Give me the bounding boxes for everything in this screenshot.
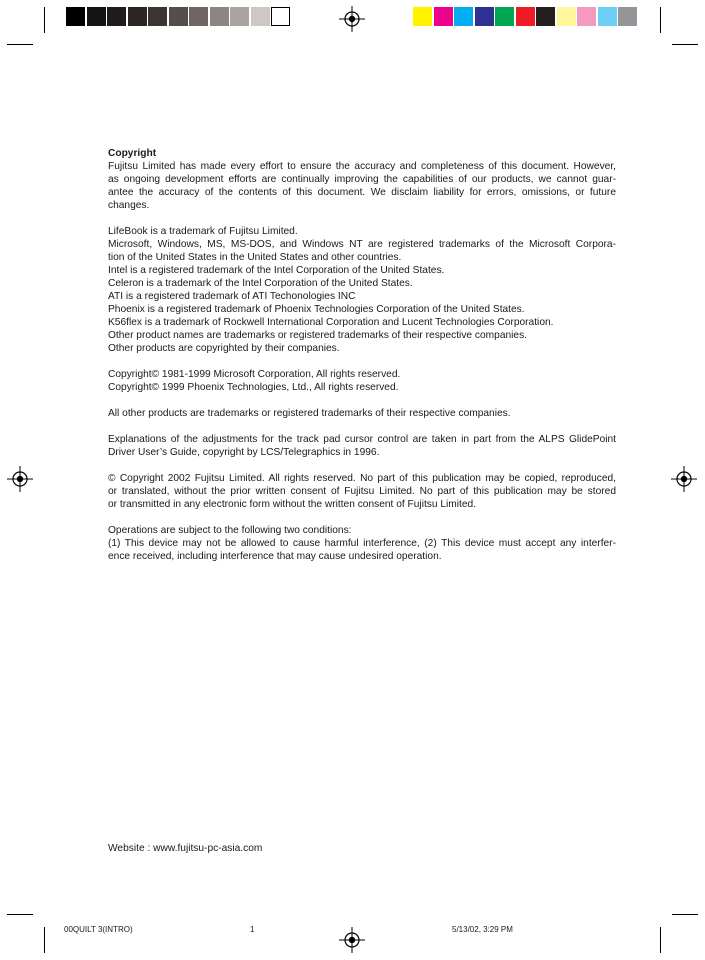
copyright-2002-paragraph	[108, 472, 616, 511]
copyrights-paragraph	[108, 368, 616, 394]
crop-mark	[660, 927, 661, 953]
all-other-paragraph	[108, 407, 616, 420]
color-swatch	[66, 7, 85, 26]
text-line: tion of the United States in the United States and other countries.	[108, 252, 402, 263]
color-swatch	[434, 7, 453, 26]
color-swatch	[516, 7, 535, 26]
color-swatch	[107, 7, 126, 26]
color-swatch	[128, 7, 147, 26]
text-line: Driver User’s Guide, copyright by LCS/Telegraphics in 1996.	[108, 447, 380, 458]
text-line: changes.	[108, 200, 150, 211]
color-swatch	[210, 7, 229, 26]
website-line: Website : www.fujitsu-pc-asia.com	[108, 843, 263, 854]
text-line: Copyright© 1999 Phoenix Technologies, Ltd., All rights reserved.	[108, 382, 399, 393]
crop-mark	[7, 914, 33, 915]
text-line: or transmitted in any electronic form without the written consent of Fujitsu Limited.	[108, 499, 477, 510]
text-line: Fujitsu Limited has made every effort to ensure the accuracy and completeness of this document. However,	[108, 161, 616, 172]
crop-mark	[660, 7, 661, 33]
color-swatch	[413, 7, 432, 26]
color-swatch	[148, 7, 167, 26]
color-swatch	[618, 7, 637, 26]
slug-page-number: 1	[250, 925, 255, 934]
registration-mark-icon	[339, 927, 365, 953]
text-line: Copyright© 1981-1999 Microsoft Corporation, All rights reserved.	[108, 369, 401, 380]
crop-mark	[672, 44, 698, 45]
text-line: as ongoing development efforts are continually improving the capabilities of our products, we cannot guar-	[108, 174, 616, 185]
slug-timestamp: 5/13/02, 3:29 PM	[452, 925, 513, 934]
text-line: ATI is a registered trademark of ATI Techonologies INC	[108, 291, 356, 302]
operations-paragraph	[108, 524, 616, 563]
registration-mark-icon	[7, 466, 33, 492]
text-line: Celeron is a trademark of the Intel Corporation of the United States.	[108, 278, 413, 289]
registration-mark-icon	[671, 466, 697, 492]
color-swatch	[271, 7, 290, 26]
color-swatch	[577, 7, 596, 26]
document-body	[108, 147, 616, 563]
registration-mark-icon	[339, 6, 365, 32]
text-line: K56flex is a trademark of Rockwell International Corporation and Lucent Technologies Corporation.	[108, 317, 554, 328]
text-line: Microsoft, Windows, MS, MS-DOS, and Windows NT are registered trademarks of the Microsoft Corpora-	[108, 239, 616, 250]
explanations-paragraph	[108, 433, 616, 459]
text-line: Explanations of the adjustments for the track pad cursor control are taken in part from the ALPS GlidePoint	[108, 434, 616, 445]
color-swatch	[454, 7, 473, 26]
color-swatch	[495, 7, 514, 26]
color-swatch	[557, 7, 576, 26]
text-line: or translated, without the prior written consent of Fujitsu Limited. No part of this publication may be stored	[108, 486, 616, 497]
text-line: (1) This device may not be allowed to cause harmful interference, (2) This device must accept any interfer-	[108, 538, 616, 549]
color-swatch	[475, 7, 494, 26]
crop-mark	[44, 927, 45, 953]
crop-mark	[44, 7, 45, 33]
text-line: ence received, including interference that may cause undesired operation.	[108, 551, 442, 562]
text-line: LifeBook is a trademark of Fujitsu Limited.	[108, 226, 298, 237]
text-line: Operations are subject to the following two conditions:	[108, 525, 352, 536]
text-line: Phoenix is a registered trademark of Phoenix Technologies Corporation of the United States.	[108, 304, 525, 315]
crop-mark	[672, 914, 698, 915]
text-line: Intel is a registered trademark of the Intel Corporation of the United States.	[108, 265, 445, 276]
color-swatch	[230, 7, 249, 26]
text-line: Other products are copyrighted by their companies.	[108, 343, 340, 354]
color-swatch	[251, 7, 270, 26]
slug-filename: 00QUILT 3(INTRO)	[64, 925, 133, 934]
crop-mark	[7, 44, 33, 45]
copyright-heading: Copyright	[108, 148, 157, 159]
text-line: Other product names are trademarks or registered trademarks of their respective companies.	[108, 330, 528, 341]
text-line: antee the accuracy of the contents of this document. We disclaim liability for errors, omissions, or future	[108, 187, 616, 198]
trademarks-paragraph	[108, 225, 616, 355]
color-swatch	[536, 7, 555, 26]
color-swatch	[598, 7, 617, 26]
text-line: All other products are trademarks or registered trademarks of their respective companies.	[108, 408, 511, 419]
text-line: © Copyright 2002 Fujitsu Limited. All rights reserved. No part of this publication may be copied, reproduced,	[108, 473, 616, 484]
color-swatch	[169, 7, 188, 26]
color-swatch	[87, 7, 106, 26]
disclaimer-paragraph	[108, 160, 616, 212]
color-swatch	[189, 7, 208, 26]
